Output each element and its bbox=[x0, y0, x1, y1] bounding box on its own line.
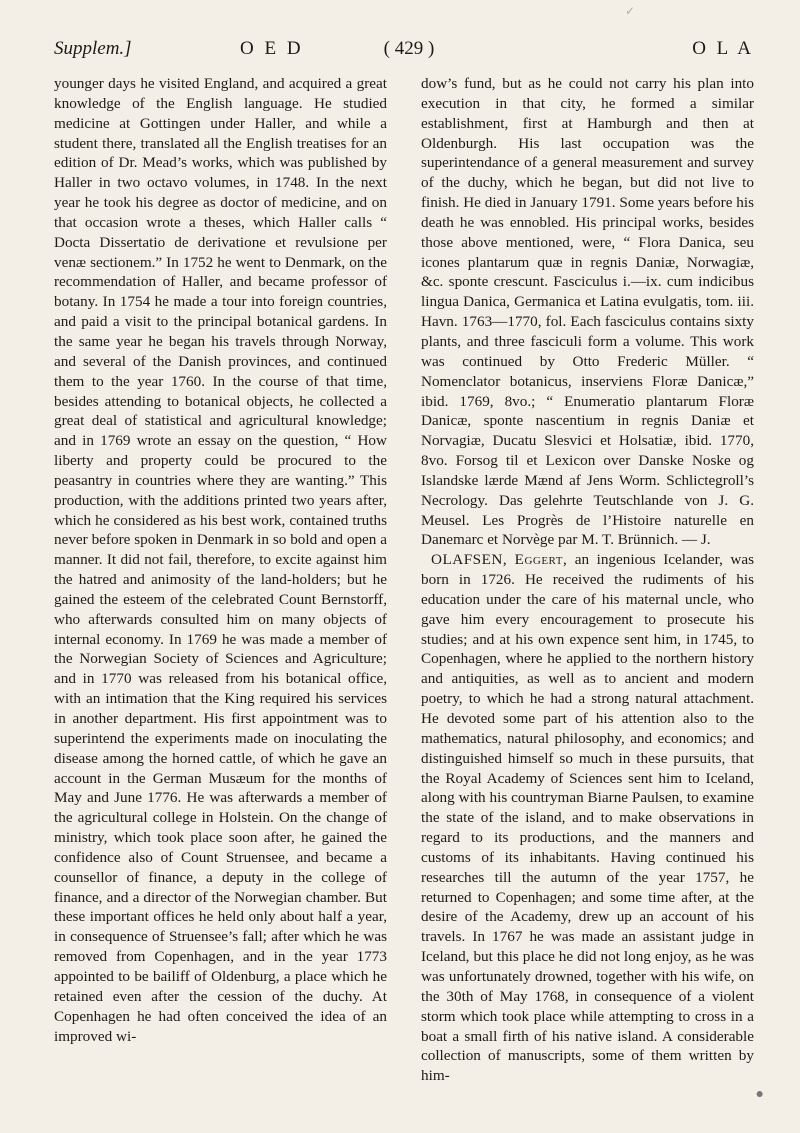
running-header bbox=[54, 38, 754, 66]
paragraph-olafsen bbox=[421, 550, 754, 1086]
right-column bbox=[421, 74, 754, 1086]
book-page bbox=[54, 38, 754, 1085]
page-number: ( 429 ) bbox=[383, 38, 435, 59]
ink-speck: ✓ bbox=[625, 4, 636, 18]
header-word-right: O L A bbox=[692, 38, 754, 59]
section-label: Supplem.] bbox=[54, 38, 132, 59]
paragraph-oeder-continued: younger days he visited England, and acquired a great knowledge of the English language. He studied medicine at Gottingen under Haller, and while a student there, translated all the English treatises for an edition of Dr. Mead’s works, which was published by Haller in two octavo volumes, in 1748. In the next year he took his degree as doctor of medicine, and on that occasion wrote a theses, which Haller calls “ Docta Dissertatio de derivatione et revulsione per venæ sectionem.” In 1752 he went to Denmark, on the recommendation of Haller, and became professor of botany. In 1754 he made a tour into foreign countries, and paid a visit to the principal botanical gardens. In the same year he began his travels through Norway, and several of the Danish provinces, and continued them to the year 1760. In the course of that time, besides attending to botanical objects, he collected a great deal of statistical and agricultural knowledge; and in 1769 wrote an essay on the question, “ How liberty and property could be procured to the peasantry in countries where they are wanting.” This production, with the additions printed two years after, which he considered as his best work, contained truths never before spoken in Denmark in so bold and open a manner. It did not fail, therefore, to excite against him the hatred and animosity of the land-holders; but he gained the esteem of the celebrated Count Bernstorff, who afterwards consulted him on many objects of internal economy. In 1769 he was made a member of the Norwegian Society of Sciences and Agriculture; and in 1770 was released from his botanical office, with an intimation that the King required his services in another department. His first appointment was to superintend the experiments made on inoculating the disease among the horned cattle, of which he gave an account in the German Musæum for the months of May and June 1776. He was afterwards a member of the agricultural college in Holstein. On the change of ministry, which took place soon after, he gained the confidence also of Count Struensee, and became a counsellor of finance, a deputy in the college of finance, and a director of the Norwegian chamber. But these important offices he held only about half a year, in consequence of Struensee’s fall; after which he was removed from Copenhagen, and in the year 1773 appointed to be bailiff of Oldenburg, a place which he retained even after the cession of the duchy. At Copenhagen he had often conceived the idea of an improved wi- bbox=[54, 75, 387, 1045]
entry-forename: Eggert, bbox=[514, 551, 568, 569]
corner-mark: ● bbox=[755, 1087, 764, 1102]
entry-body: an ingenious Icelander, was born in 1726. He received the rudiments of his education under the care of his maternal uncle, who gave him every encouragement to prosecute his studies; and at his own expence sent him, in 1745, to Copenhagen, where he applied to the northern history and antiquities, as well as to ancient and modern poetry, to which he had a strong natural attachment. He devoted some part of his attention also to the mathematics, natural philosophy, and economics; and distinguished himself so much in these pursuits, that the Royal Academy of Sciences sent him to Iceland, along with his countryman Biarne Paulsen, to examine the state of the island, and to make observations in regard to its productions, and the manners and customs of its inhabitants. Having continued his researches till the autumn of the year 1757, he returned to Copenhagen; and some time after, at the desire of the Academy, drew up an account of his travels. In 1767 he was made an assistant judge in Iceland, but this place he did not long enjoy, as he was was unfortunately drowned, together with his wife, on the 30th of May 1768, in consequence of a violent storm which took place while attempting to cross in a boat a small firth of his native island. A considerable collection of manuscripts, some of them written by him- bbox=[421, 551, 754, 1085]
entry-surname: OLAFSEN, bbox=[431, 551, 508, 569]
left-column bbox=[54, 74, 387, 1046]
paragraph-oeder-works: dow’s fund, but as he could not carry his plan into execution in that city, he formed a similar establishment, first at Hamburgh and then at Oldenburgh. His last occupation was the superintendance of a general measurement and survey of the duchy, which he began, but did not live to finish. He died in January 1791. Some years before his death he was ennobled. His principal works, besides those above mentioned, were, “ Flora Danica, seu icones plantarum quæ in regnis Daniæ, Norwagiæ, &c. sponte crescunt. Fasciculus i.—ix. cum indicibus lingua Danica, Germanica et Latina evulgatis, tom. iii. Havn. 1763—1770, fol. Each fasciculus contains sixty plants, and three fasciculi form a volume. This work was continued by Otto Frederic Müller. “ Nomenclator botanicus, inserviens Floræ Danicæ,” ibid. 1769, 8vo.; “ Enumeratio plantarum Floræ Danicæ, sponte nascentium in regnis Daniæ et Norvagiæ, Ducatu Slesvici et Holsatiæ, ibid. 1770, 8vo. Forsog til et Lexicon over Danske Noske og Islandske lærde Mænd af Jens Worm. Schlictegroll’s Necrology. Das gelehrte Teutschlande von J. G. Meusel. Les Progrès de l’Histoire naturelle en Danemarc et Norvège par M. T. Brünnich. — J. bbox=[421, 75, 754, 549]
header-word-left: O E D bbox=[240, 38, 304, 59]
